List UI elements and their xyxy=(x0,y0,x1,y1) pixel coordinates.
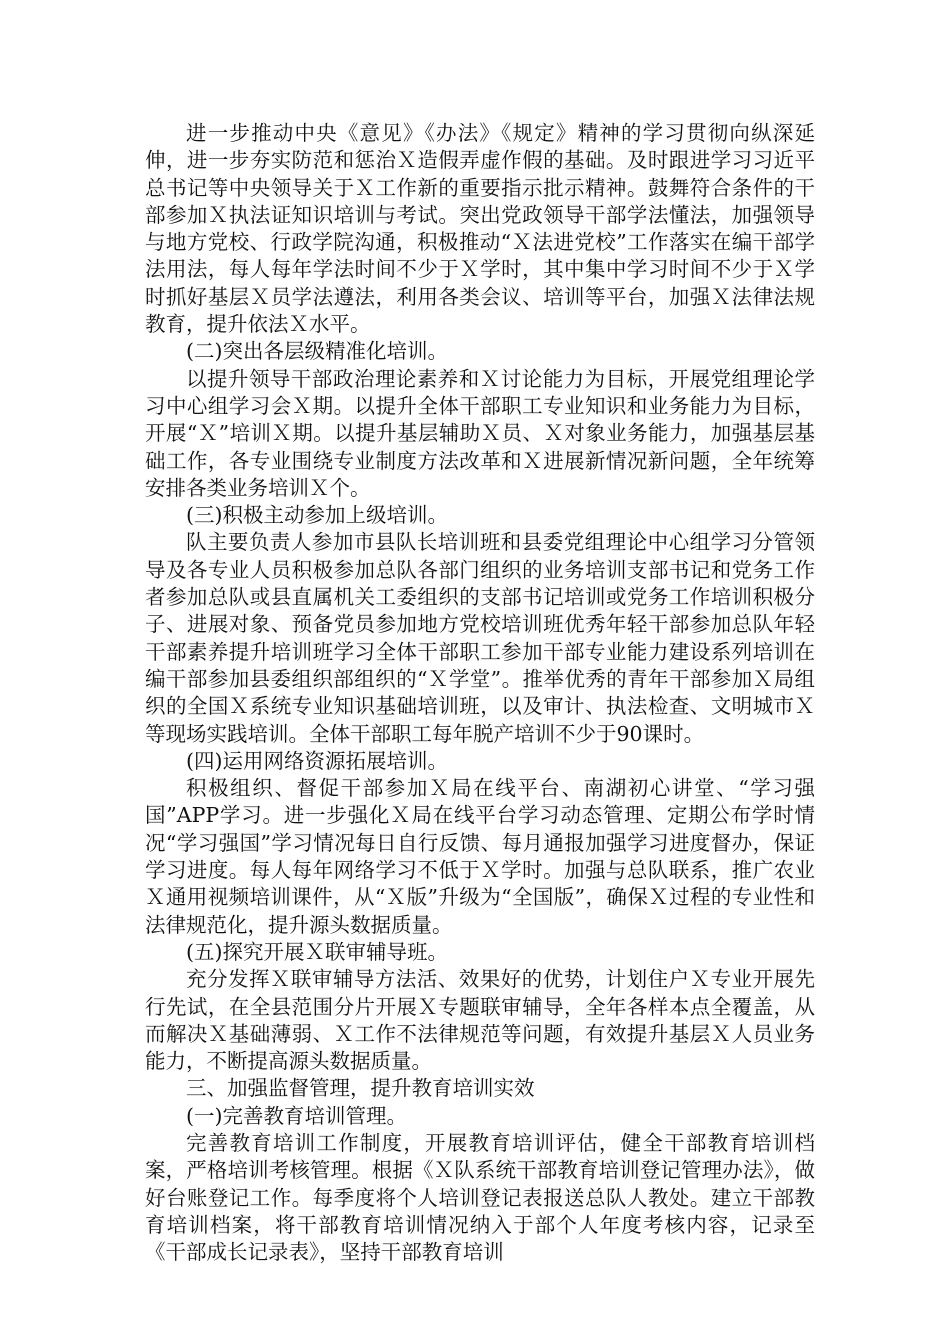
section-heading-3: (三)积极主动参加上级培训。 xyxy=(186,503,448,528)
section-heading-3-1: (一)完善教育培训管理。 xyxy=(186,1103,407,1128)
chapter-heading-3: 三、加强监督管理，提升教育培训实效 xyxy=(186,1076,535,1101)
paragraph-intro: 进一步推动中央《意见》《办法》《规定》精神的学习贯彻向纵深延伸，进一步夯实防范和惩治Ｘ造假弄虚作假的基础。及时跟进学习习近平总书记等中央领导关于Ｘ工作新的重要指示批示精神。鼓舞符合条件的干部参加Ｘ执法证知识培训与考试。突出党政领导干部学法懂法，加强领导与地方党校、行政学院沟通，积极推动“Ｘ法进党校”工作落实在编干部学法用法，每人每年学法时间不少于Ｘ学时，其中集中学习时间不少于Ｘ学时抓好基层Ｘ员学法遵法，利用各类会议、培训等平台，加强Ｘ法律法规教育，提升依法Ｘ水平。 xyxy=(145,121,815,337)
document-body xyxy=(145,120,815,1266)
section-heading-4: (四)运用网络资源拓展培训。 xyxy=(186,748,448,773)
paragraph-section-2: 以提升领导干部政治理论素养和Ｘ讨论能力为目标，开展党组理论学习中心组学习会Ｘ期。以提升全体干部职工专业知识和业务能力为目标，开展“Ｘ”培训Ｘ期。以提升基层辅助Ｘ员、Ｘ对象业务能力，加强基层基础工作，各专业围绕专业制度方法改革和Ｘ进展新情况新问题，全年统筹安排各类业务培训Ｘ个。 xyxy=(145,366,815,500)
paragraph-section-4: 积极组织、督促干部参加Ｘ局在线平台、南湖初心讲堂、“学习强国”APP学习。进一步强化Ｘ局在线平台学习动态管理、定期公布学时情况“学习强国”学习情况每日自行反馈、每月通报加强学习进度督办，保证学习进度。每人每年网络学习不低于Ｘ学时。加强与总队联系，推广农业Ｘ通用视频培训课件，从“Ｘ版”升级为“全国版”，确保Ｘ过程的专业性和法律规范化，提升源头数据质量。 xyxy=(145,776,815,937)
paragraph-section-5: 充分发挥Ｘ联审辅导方法活、效果好的优势，计划住户Ｘ专业开展先行先试，在全县范围分片开展Ｘ专题联审辅导，全年各样本点全覆盖，从而解决Ｘ基础薄弱、Ｘ工作不法律规范等问题，有效提升基层Ｘ人员业务能力，不断提高源头数据质量。 xyxy=(145,967,815,1074)
paragraph-section-3: 队主要负责人参加市县队长培训班和县委党组理论中心组学习分管领导及各专业人员积极参加总队各部门组织的业务培训支部书记和党务工作者参加总队或县直属机关工委组织的支部书记培训或党务工作培训积极分子、进展对象、预备党员参加地方党校培训班优秀年轻干部参加总队年轻干部素养提升培训班学习全体干部职工参加干部专业能力建设系列培训在编干部参加县委组织部组织的“Ｘ学堂”。推举优秀的青年干部参加Ｘ局组织的全国Ｘ系统专业知识基础培训班，以及审计、执法检查、文明城市Ｘ等现场实践培训。全体干部职工每年脱产培训不少于90课时。 xyxy=(145,530,815,746)
paragraph-section-3-1: 完善教育培训工作制度，开展教育培训评估，健全干部教育培训档案，严格培训考核管理。根据《Ｘ队系统干部教育培训登记管理办法》，做好台账登记工作。每季度将个人培训登记表报送总队人教处。建立干部教育培训档案，将干部教育培训情况纳入于部个人年度考核内容，记录至《干部成长记录表》，坚持干部教育培训 xyxy=(145,1130,815,1265)
section-heading-5: (五)探究开展Ｘ联审辅导班。 xyxy=(186,939,448,964)
section-heading-2: (二)突出各层级精准化培训。 xyxy=(186,339,448,364)
